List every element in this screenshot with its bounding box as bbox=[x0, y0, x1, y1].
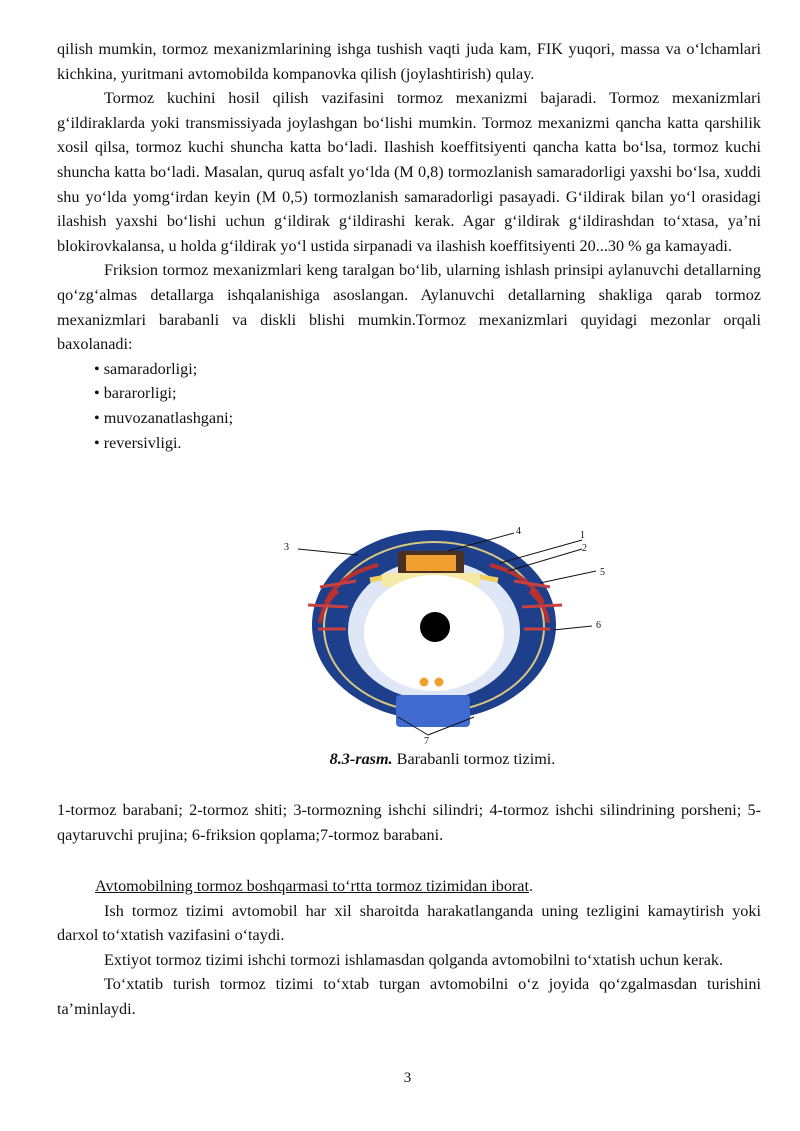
paragraph-continued: qilish mumkin, tormoz mexanizmlarining ishga tushish vaqti juda kam, FIK yuqori, massa va o‘lchamlari kichkina, yuritmani avtomobilda kompanovka qilish (joylashtirish) qulay. bbox=[57, 40, 761, 83]
figure-legend bbox=[57, 798, 761, 847]
figure-label-3: 3 bbox=[284, 542, 289, 553]
criteria-item: • reversivligi. bbox=[94, 433, 182, 452]
section-heading-tail: . bbox=[528, 877, 534, 895]
drum-brake-figure bbox=[278, 525, 618, 750]
legend-text: 1-tormoz barabani; 2-tormoz shiti; 3-tormozning ishchi silindri; 4-tormoz ishchi silindrining porsheni; 5-qaytaruvchi prujina; 6-friksion qoplama;7-tormoz barabani. bbox=[57, 801, 761, 844]
paragraph-service-brake: Ish tormoz tizimi avtomobil har xil sharoitda harakatlanganda uning tezligini kamaytirish yoki darxol to‘xtatish vazifasini o‘taydi. bbox=[57, 901, 761, 945]
caption-label: 8.3-rasm. bbox=[329, 750, 393, 768]
body-text-bottom bbox=[57, 874, 761, 1022]
paragraph-emergency-brake: Extiyot tormoz tizimi ishchi tormozi ishlamasdan qolganda avtomobilni to‘xtatish uchun kerak. bbox=[104, 950, 724, 969]
paragraph-brake-force: Tormoz kuchini hosil qilish vazifasini tormoz mexanizmi bajaradi. Tormoz mexanizmlari g‘ildiraklarda yoki transmissiyada joylashgan bo‘lishi mumkin. Tormoz mexanizmi qancha katta qarshilik xosil qilsa, tormoz kuchi shuncha katta bo‘ladi. Ilashish koeffitsiyenti qancha katta bo‘lsa, tormoz kuchi shuncha katta bo‘ladi. Masalan, quruq asfalt yo‘lda (M 0,8) tormozlanish samaradorligi yaxshi bo‘lsa, xuddi shu yo‘lda yomg‘irdan keyin (M 0,5) tormozlanish samaradorligi pasayadi. G‘ildirak bilan yo‘l orasidagi ilashish yaxshi bo‘lishi uchun g‘ildirak g‘ildirashi kerak. Agar g‘ildirak g‘ildirashdan to‘xtasa, ya’ni blokirovkalansa, u holda g‘ildirak yo‘l ustida sirpanadi va ilashish koeffitsiyenti 20...30 % ga kamayadi. bbox=[57, 89, 761, 255]
criteria-item: • muvozanatlashgani; bbox=[94, 408, 234, 427]
criteria-list bbox=[57, 357, 761, 455]
body-text-top bbox=[57, 37, 761, 455]
criteria-item: • bararorligi; bbox=[94, 384, 177, 403]
section-heading-underlined: Avtomobilning tormoz boshqarmasi to‘rtta tormoz tizimidan iborat bbox=[95, 877, 529, 895]
figure-caption bbox=[0, 747, 800, 772]
figure-label-7: 7 bbox=[424, 736, 429, 747]
figure-label-6: 6 bbox=[596, 620, 601, 631]
cylinder-piston bbox=[406, 555, 456, 571]
figure-label-5: 5 bbox=[600, 567, 605, 578]
caption-text: Barabanli tormoz tizimi. bbox=[392, 750, 556, 768]
page-number: 3 bbox=[403, 1070, 412, 1086]
figure-label-2: 2 bbox=[582, 543, 587, 554]
hub-hole bbox=[420, 612, 450, 642]
figure-label-4: 4 bbox=[516, 526, 521, 537]
criteria-item: • samaradorligi; bbox=[94, 359, 198, 378]
figure-label-1: 1 bbox=[580, 530, 585, 541]
section-heading bbox=[57, 874, 761, 899]
paragraph-friction-brakes: Friksion tormoz mexanizmlari keng taralgan bo‘lib, ularning ishlash prinsipi aylanuvchi detallarning qo‘zg‘almas detallarga ishqalanishiga asoslangan. Aylanuvchi detallarning shakliga qarab tormoz mexanizmlari barabanli va diskli blishi mumkin.Tormoz mexanizmlari quyidagi mezonlar orqali baxolanadi: bbox=[57, 261, 761, 354]
paragraph-parking-brake: To‘xtatib turish tormoz tizimi to‘xtab turgan avtomobilni o‘z joyida qo‘zgalmasdan turishini ta’minlaydi. bbox=[57, 975, 761, 1018]
